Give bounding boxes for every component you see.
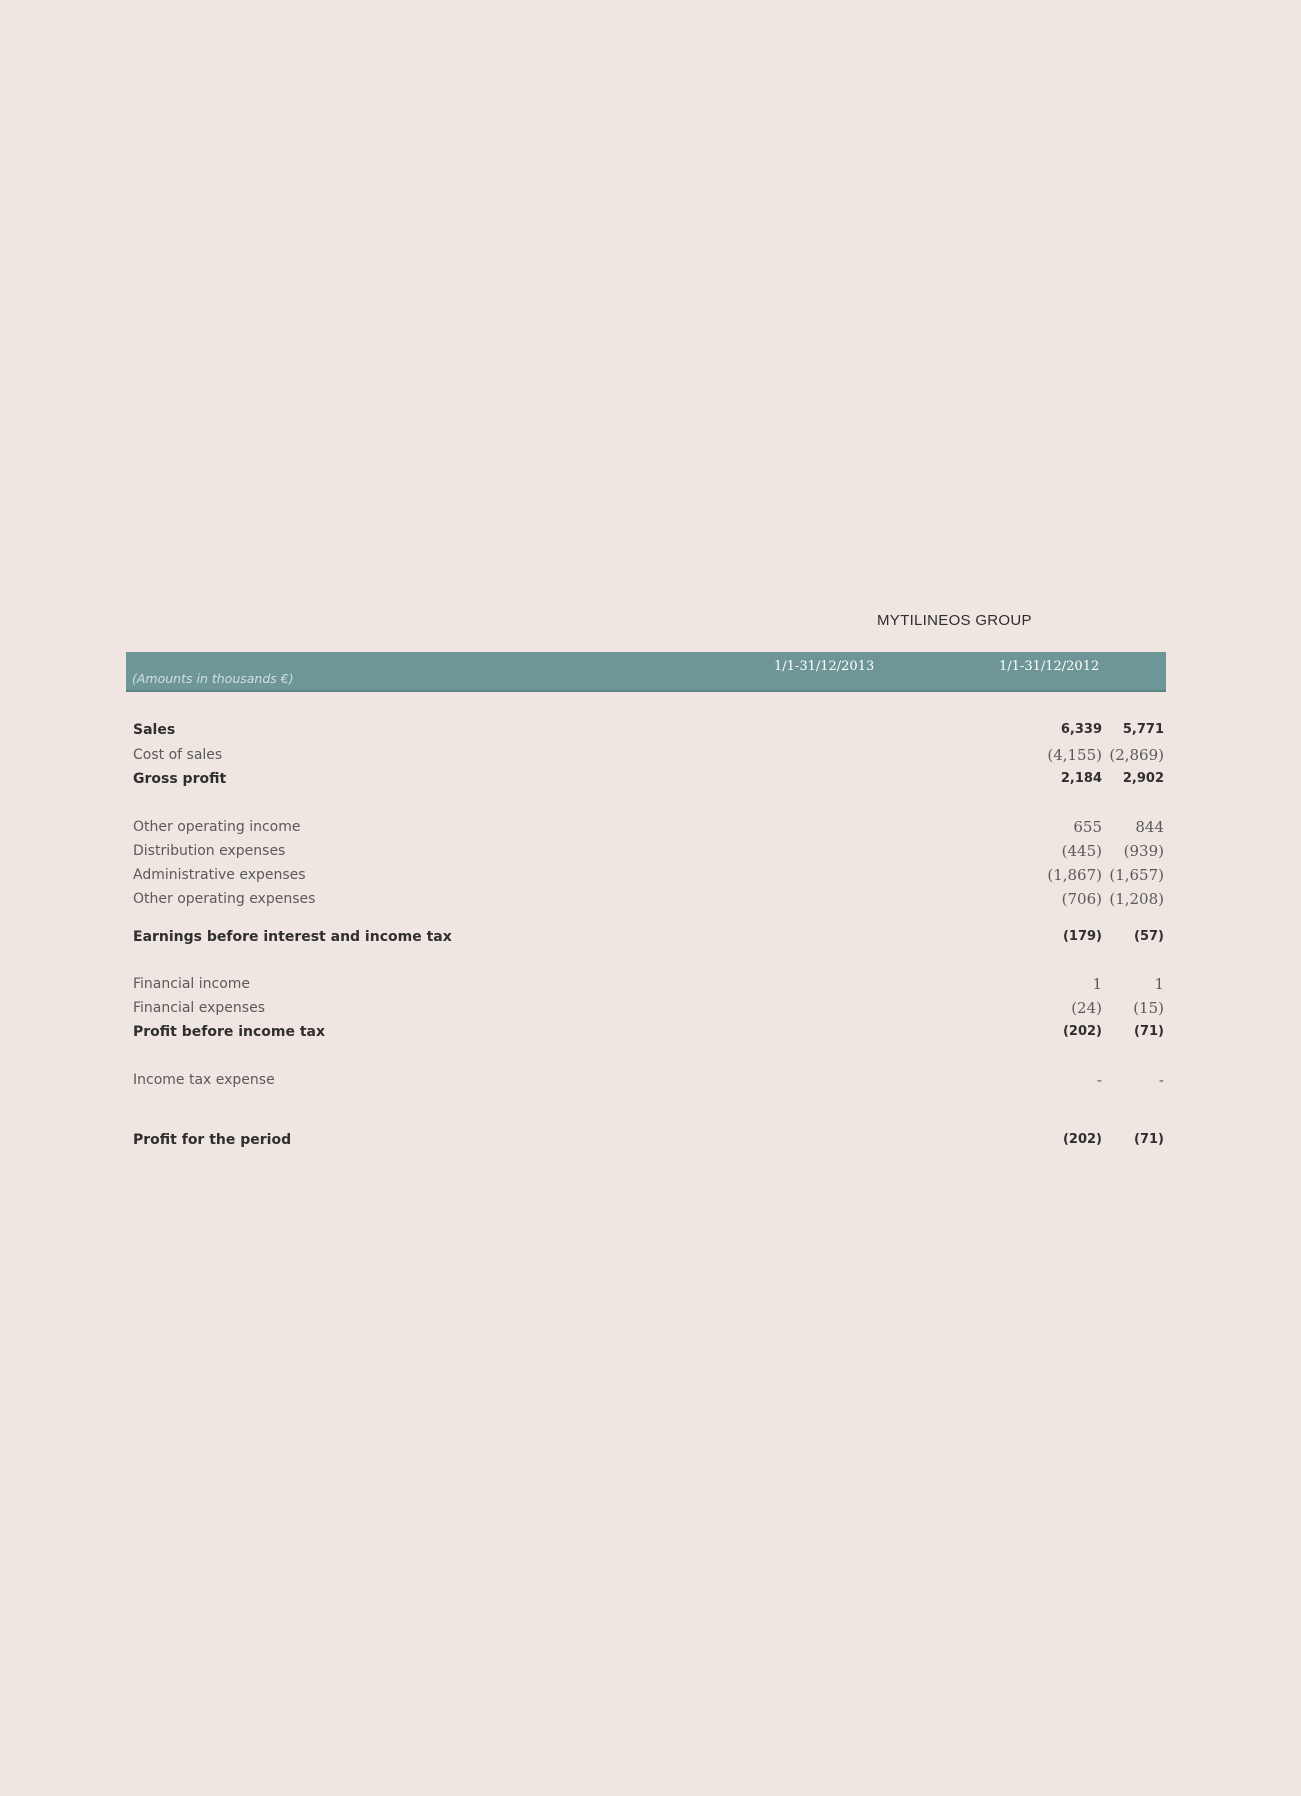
value-2012: 2,902 (1122, 771, 1164, 786)
table-row (133, 719, 1163, 741)
row-label: Financial expenses (133, 1000, 265, 1016)
value-2012: 5,771 (1122, 722, 1164, 737)
value-2012: (1,208) (1109, 890, 1164, 908)
period-2012-header: 1/1-31/12/2012 (999, 659, 1100, 674)
value-2012: (15) (1133, 999, 1164, 1017)
value-2013: (706) (1061, 890, 1102, 908)
value-2013: (4,155) (1047, 746, 1102, 764)
value-2013: 6,339 (1060, 722, 1102, 737)
table-row (133, 768, 1163, 790)
value-2012: (2,869) (1109, 746, 1164, 764)
table-row (133, 864, 1163, 886)
row-label: Income tax expense (133, 1072, 275, 1088)
row-label: Administrative expenses (133, 867, 306, 883)
table-row (133, 888, 1163, 910)
table-row (133, 816, 1163, 838)
table-header (126, 652, 1166, 692)
value-2013: (202) (1062, 1132, 1102, 1147)
value-2013: 2,184 (1060, 771, 1102, 786)
row-label: Financial income (133, 976, 251, 992)
row-label: Earnings before interest and income tax (133, 929, 452, 945)
value-2012: - (1158, 1071, 1164, 1089)
value-2013: - (1096, 1071, 1102, 1089)
value-2013: (24) (1071, 999, 1102, 1017)
value-2012: (57) (1134, 929, 1164, 944)
row-label: Profit before income tax (133, 1024, 326, 1040)
value-2012: 844 (1135, 818, 1164, 836)
table-row (133, 1021, 1163, 1043)
row-label: Profit for the period (133, 1132, 292, 1148)
row-label: Sales (133, 722, 176, 738)
row-label: Cost of sales (133, 747, 223, 763)
table-row (133, 744, 1163, 766)
table-row (133, 997, 1163, 1019)
value-2013: 655 (1073, 818, 1102, 836)
table-row (133, 1129, 1163, 1151)
row-label: Gross profit (133, 771, 227, 787)
value-2012: (939) (1123, 842, 1164, 860)
value-2013: (179) (1062, 929, 1102, 944)
value-2013: (445) (1061, 842, 1102, 860)
table-row (133, 1069, 1163, 1091)
value-2013: 1 (1092, 975, 1102, 993)
group-title: MYTILINEOS GROUP (877, 612, 1032, 629)
value-2013: (202) (1062, 1024, 1102, 1039)
row-label: Other operating income (133, 819, 301, 835)
value-2012: (71) (1134, 1024, 1164, 1039)
row-label: Distribution expenses (133, 843, 286, 859)
value-2013: (1,867) (1047, 866, 1102, 884)
value-2012: (71) (1134, 1132, 1164, 1147)
value-2012: (1,657) (1109, 866, 1164, 884)
period-2013-header: 1/1-31/12/2013 (774, 659, 875, 674)
table-row (133, 973, 1163, 995)
table-row (133, 840, 1163, 862)
table-row (133, 926, 1163, 948)
row-label: Other operating expenses (133, 891, 316, 907)
units-label: (Amounts in thousands €) (132, 671, 294, 686)
value-2012: 1 (1154, 975, 1164, 993)
